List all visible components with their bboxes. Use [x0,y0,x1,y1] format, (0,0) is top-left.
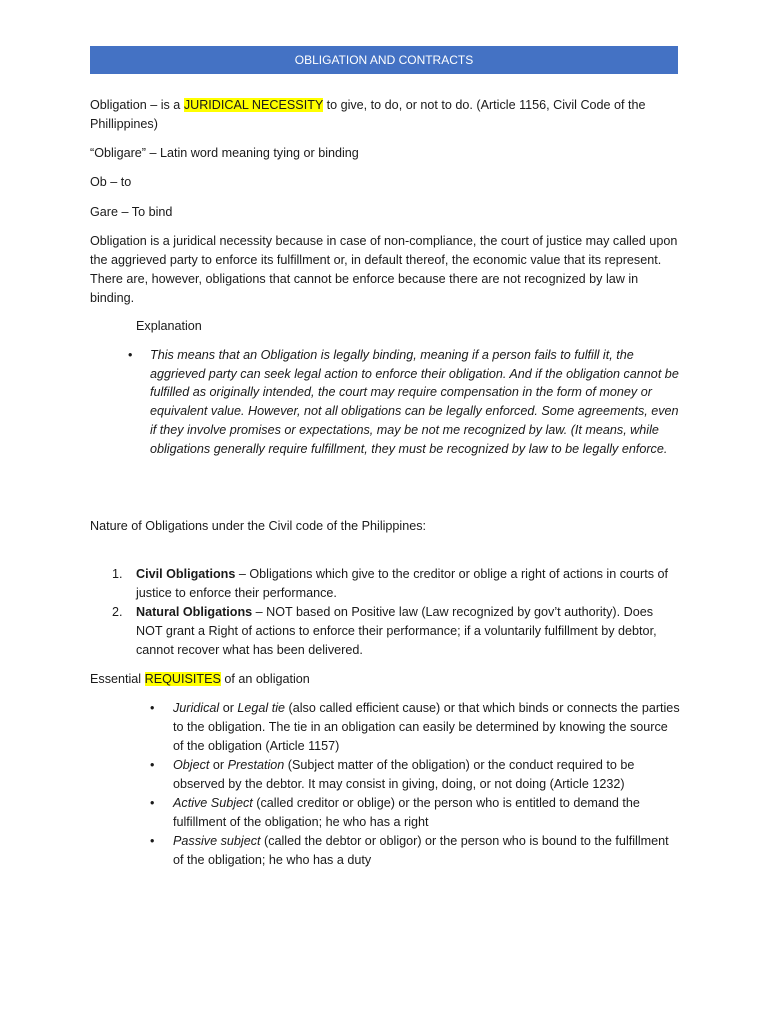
ob-meaning: Ob – to [90,175,132,189]
requisite-term: Passive subject [173,834,261,848]
gare-meaning: Gare – To bind [90,205,173,219]
nature-heading: Nature of Obligations under the Civil code of the Philippines: [90,519,427,533]
requisite-term-alt: Prestation [227,758,285,772]
juridical-necessity-paragraph: Obligation is a juridical necessity because in case of non-compliance, the court of justice may called upon the aggrieved party to enforce its fulfillment or, in default thereof, the economic value that its represent. There are, however, obligations that cannot be enforce because there are not recognized by law in binding. [90,234,678,305]
bullet-icon: • [150,796,155,810]
requisite-description: (Subject matter of the obligation) or the conduct required to be observed by the debtor. It may consist in giving, doing, or not doing (Article 1232) [173,758,635,791]
nature-description: – NOT based on Positive law (Law recognized by gov’t authority). Does NOT grant a Right of actions to enforce their performance; if a voluntarily fulfillment by debtor, cannot recover what has been delivered. [136,605,657,657]
requisite-passive-subject [148,832,680,870]
requisite-term: Juridical [173,701,220,715]
document-title: OBLIGATION AND CONTRACTS [90,46,678,74]
requisites-suffix: of an obligation [220,672,310,686]
requisites-highlight: REQUISITES [144,672,221,686]
obligare-etymology: “Obligare” – Latin word meaning tying or binding [90,146,359,160]
nature-list [108,565,680,660]
requisite-term: Object [173,758,210,772]
requisite-description: (also called efficient cause) or that which binds or connects the parties to the obligation. The tie in an obligation can easily be determined by knowing the source of the obligation (Article 1157) [173,701,680,753]
nature-description: – Obligations which give to the creditor or oblige a right of actions in courts of justice to enforce their performance. [136,567,668,600]
definition-suffix: to give, to do, or not to do. (Article 1156, Civil Code of the Phillippines) [90,98,646,131]
requisite-object [148,756,680,794]
bullet-icon: • [150,758,155,772]
requisite-description: (called the debtor or obligor) or the person who is bound to the fulfillment of the obligation; he who has a duty [173,834,669,867]
list-number: 1. [112,567,123,581]
requisites-heading [90,670,680,689]
nature-term: Civil Obligations [136,567,236,581]
requisites-list [148,699,680,870]
obligation-definition [90,96,680,134]
list-number: 2. [112,605,123,619]
bullet-icon: • [150,834,155,848]
explanation-text: This means that an Obligation is legally binding, meaning if a person fails to fulfill it, the aggrieved party can seek legal action to enforce their obligation. And if the obligation cannot be fulfilled as originally intended, the court may require compensation in the form of money or equivalent value. However, not all obligations can be legally enforced. Some agreements, even if they involve promises or expectations, may be not me recognized by law. (It means, while obligations generally require fulfillment, they must be recognized by law to be legally enforce. [150,348,679,456]
requisites-prefix: Essential [90,672,145,686]
bullet-icon: • [128,348,133,362]
explanation-heading: Explanation [136,319,202,333]
requisite-connector: or [219,701,238,715]
nature-item-natural [108,603,680,660]
requisite-connector: or [209,758,228,772]
requisite-active-subject [148,794,680,832]
definition-prefix: Obligation – is a [90,98,184,112]
requisite-description: (called creditor or oblige) or the person who is entitled to demand the fulfillment of the obligation; he who has a right [173,796,640,829]
nature-item-civil [108,565,680,603]
bullet-icon: • [150,701,155,715]
juridical-necessity-highlight: JURIDICAL NECESSITY [183,98,324,112]
requisite-term: Active Subject [173,796,253,810]
explanation-list [128,346,680,458]
requisite-juridical-tie [148,699,680,756]
requisite-term-alt: Legal tie [237,701,286,715]
nature-term: Natural Obligations [136,605,253,619]
explanation-item [128,346,680,458]
